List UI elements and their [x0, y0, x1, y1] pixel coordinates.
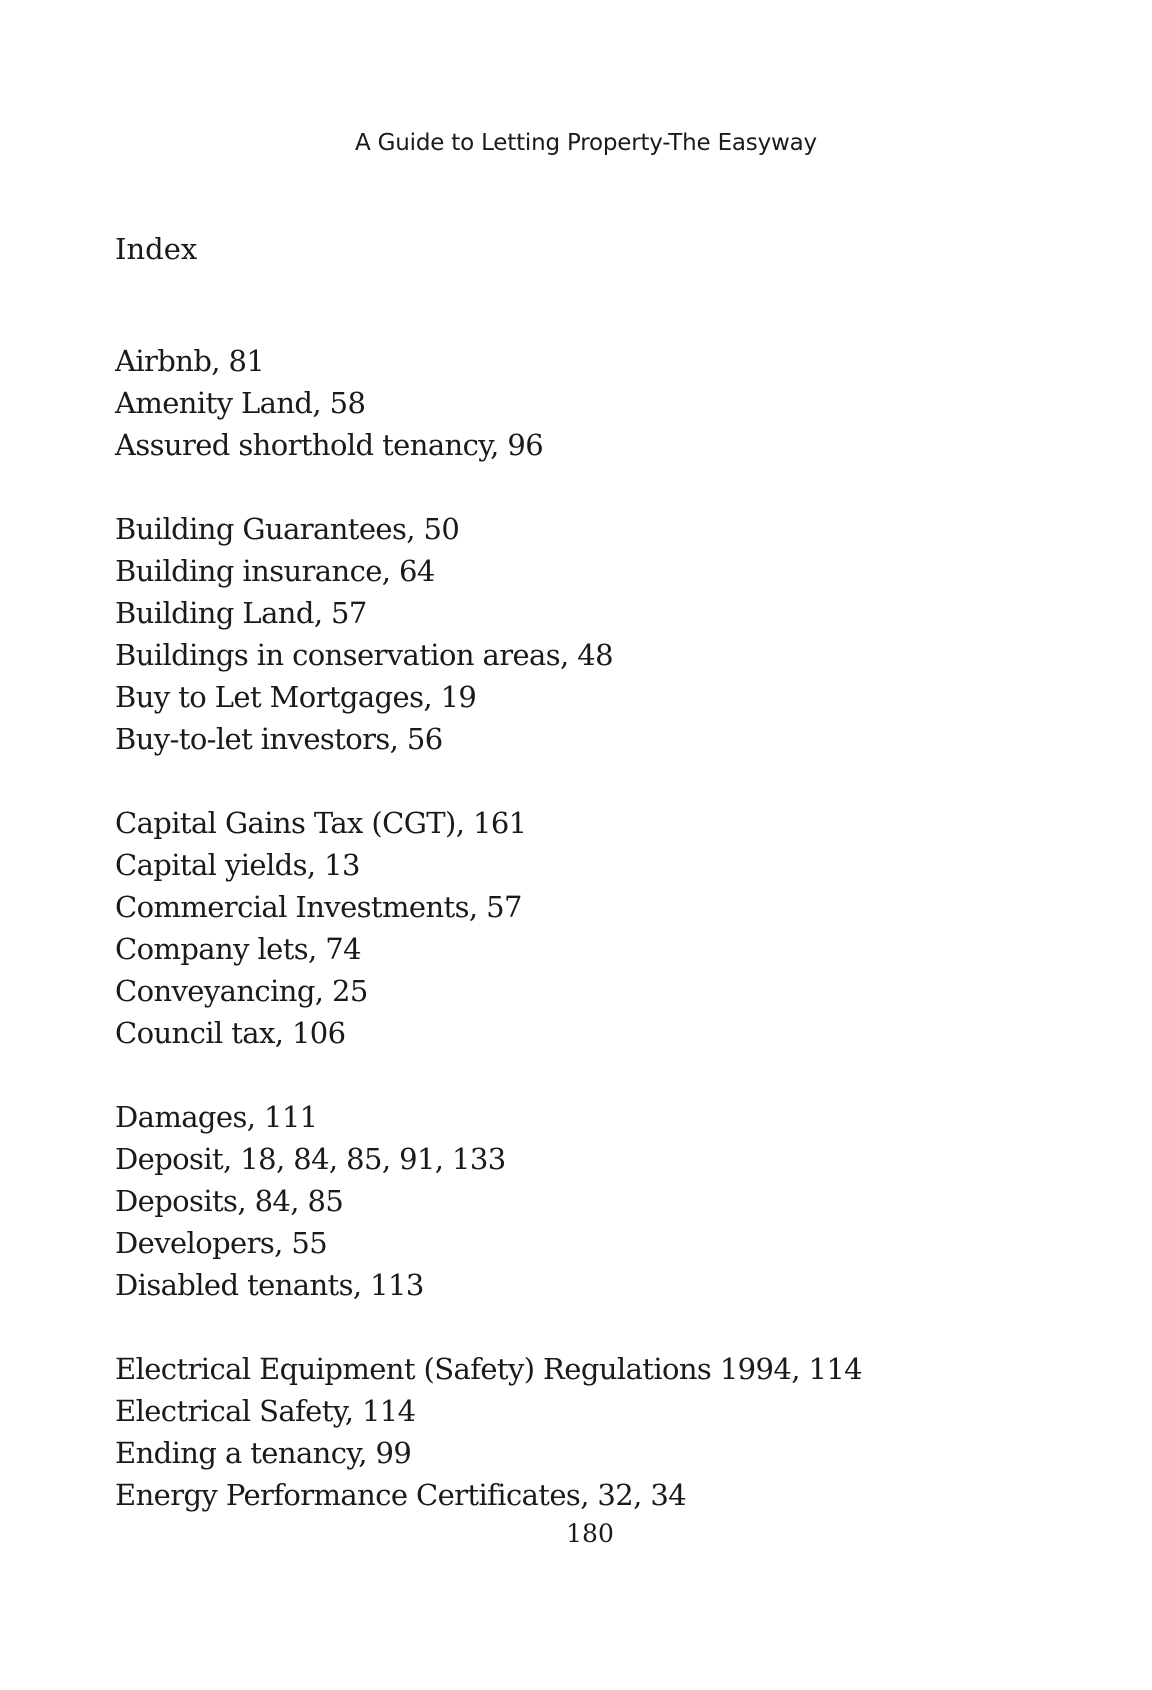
index-entry: Capital Gains Tax (CGT), 161	[115, 806, 527, 840]
index-entry: Developers, 55	[115, 1226, 328, 1260]
index-entry: Capital yields, 13	[115, 848, 360, 882]
index-entry: Disabled tenants, 113	[115, 1268, 424, 1302]
index-group-d	[115, 1096, 862, 1306]
index-entry: Electrical Equipment (Safety) Regulations 1994, 114	[115, 1352, 863, 1386]
index-entry: Building Guarantees, 50	[115, 512, 460, 546]
index-entry: Building Land, 57	[115, 596, 367, 630]
index-group-e	[115, 1348, 862, 1516]
index-entry: Buy-to-let investors, 56	[115, 722, 443, 756]
index-entry: Energy Performance Certificates, 32, 34	[115, 1478, 687, 1512]
index-entry: Damages, 111	[115, 1100, 318, 1134]
index-group-b	[115, 508, 862, 760]
index-entry: Deposit, 18, 84, 85, 91, 133	[115, 1142, 506, 1176]
index-entry: Airbnb, 81	[115, 344, 265, 378]
index-list	[115, 340, 862, 1558]
index-entry: Conveyancing, 25	[115, 974, 368, 1008]
index-group-c	[115, 802, 862, 1054]
index-group-a	[115, 340, 862, 466]
index-entry: Electrical Safety, 114	[115, 1394, 416, 1428]
index-entry: Ending a tenancy, 99	[115, 1436, 412, 1470]
index-entry: Building insurance, 64	[115, 554, 435, 588]
index-heading: Index	[115, 232, 198, 266]
running-header: A Guide to Letting Property-The Easyway	[355, 130, 817, 156]
index-entry: Commercial Investments, 57	[115, 890, 522, 924]
index-entry: Assured shorthold tenancy, 96	[115, 428, 544, 462]
index-entry: Buildings in conservation areas, 48	[115, 638, 613, 672]
index-entry: Company lets, 74	[115, 932, 361, 966]
page-number: 180	[566, 1519, 614, 1548]
index-entry: Deposits, 84, 85	[115, 1184, 344, 1218]
index-entry: Amenity Land, 58	[115, 386, 366, 420]
index-entry: Council tax, 106	[115, 1016, 346, 1050]
index-entry: Buy to Let Mortgages, 19	[115, 680, 477, 714]
